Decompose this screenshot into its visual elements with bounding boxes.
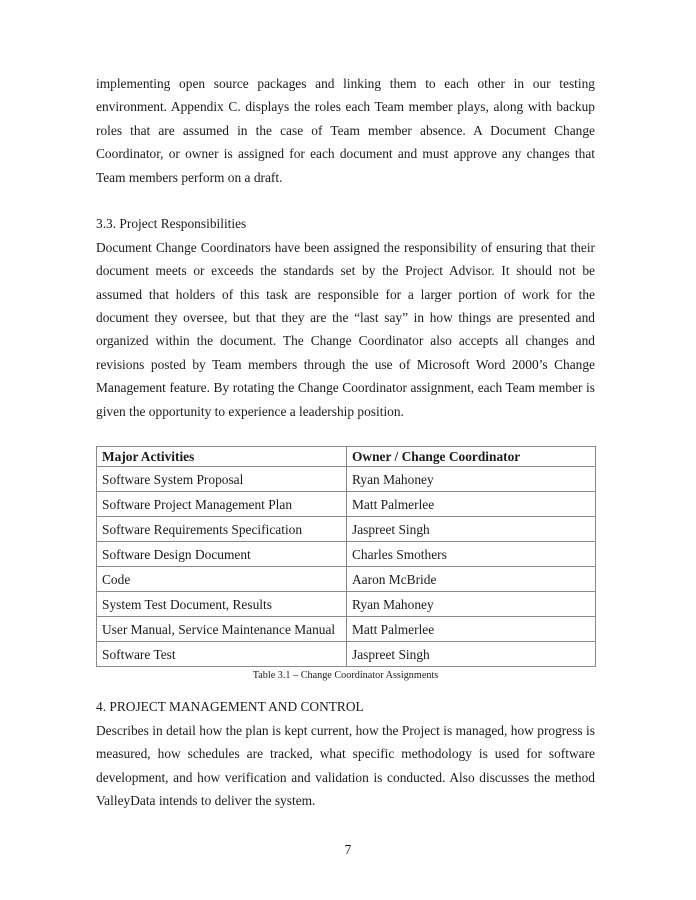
cell-activity: Code (97, 567, 347, 592)
heading-section-3-3: 3.3. Project Responsibilities (96, 216, 247, 232)
cell-activity: Software Project Management Plan (97, 492, 347, 517)
table-row (97, 492, 596, 517)
table-row (97, 642, 596, 667)
table-header-row (97, 447, 596, 467)
page-content (96, 72, 595, 813)
table-header (97, 447, 596, 467)
cell-activity: User Manual, Service Maintenance Manual (97, 617, 347, 642)
paragraph-project-responsibilities: Document Change Coordinators have been assigned the responsibility of ensuring that their document meets or exceeds the standards set by the Project Advisor. It should not be assumed that holders of this task are responsible for a larger portion of work for the document they oversee, but that they are the “last say” in how things are presented and organized within the document. The Change Coordinator also accepts all changes and revisions posted by Team members through the use of Microsoft Word 2000’s Change Management feature. By rotating the Change Coordinator assignment, each Team member is given the opportunity to experience a leadership position. (96, 239, 595, 419)
cell-owner: Matt Palmerlee (347, 492, 596, 517)
table-row (97, 542, 596, 567)
paragraph-spacer (96, 423, 595, 446)
table-row (97, 467, 596, 492)
heading-section-4: 4. PROJECT MANAGEMENT AND CONTROL (96, 699, 364, 715)
page-number: 7 (344, 842, 352, 857)
cell-activity: Software Design Document (97, 542, 347, 567)
cell-owner: Aaron McBride (347, 567, 596, 592)
cell-owner: Jaspreet Singh (347, 517, 596, 542)
table-row (97, 567, 596, 592)
cell-activity: System Test Document, Results (97, 592, 347, 617)
table-caption: Table 3.1 – Change Coordinator Assignments (252, 670, 439, 682)
table-row (97, 517, 596, 542)
change-coordinator-table (96, 446, 596, 667)
cell-owner: Ryan Mahoney (347, 467, 596, 492)
column-header-major-activities: Major Activities (97, 447, 347, 467)
column-header-owner-change-coordinator: Owner / Change Coordinator (347, 447, 596, 467)
paragraph-project-management: Describes in detail how the plan is kept current, how the Project is managed, how progress is measured, how schedules are tracked, what specific methodology is used for software development, and how verification and validation is conducted. Also discusses the method ValleyData intends to deliver the system. (96, 722, 595, 809)
paragraph-intro: implementing open source packages and linking them to each other in our testing environment. Appendix C. displays the roles each Team member plays, along with backup roles that are assumed in the case of Team member absence. A Document Change Coordinator, or owner is assigned for each document and must approve any changes that Team members perform on a draft. (96, 76, 595, 185)
cell-owner: Jaspreet Singh (347, 642, 596, 667)
cell-owner: Ryan Mahoney (347, 592, 596, 617)
cell-owner: Charles Smothers (347, 542, 596, 567)
paragraph-spacer (96, 189, 595, 212)
caption-spacer (96, 683, 595, 695)
cell-activity: Software Requirements Specification (97, 517, 347, 542)
cell-owner: Matt Palmerlee (347, 617, 596, 642)
table-body (97, 467, 596, 667)
cell-activity: Software Test (97, 642, 347, 667)
table-row (97, 617, 596, 642)
cell-activity: Software System Proposal (97, 467, 347, 492)
table-row (97, 592, 596, 617)
